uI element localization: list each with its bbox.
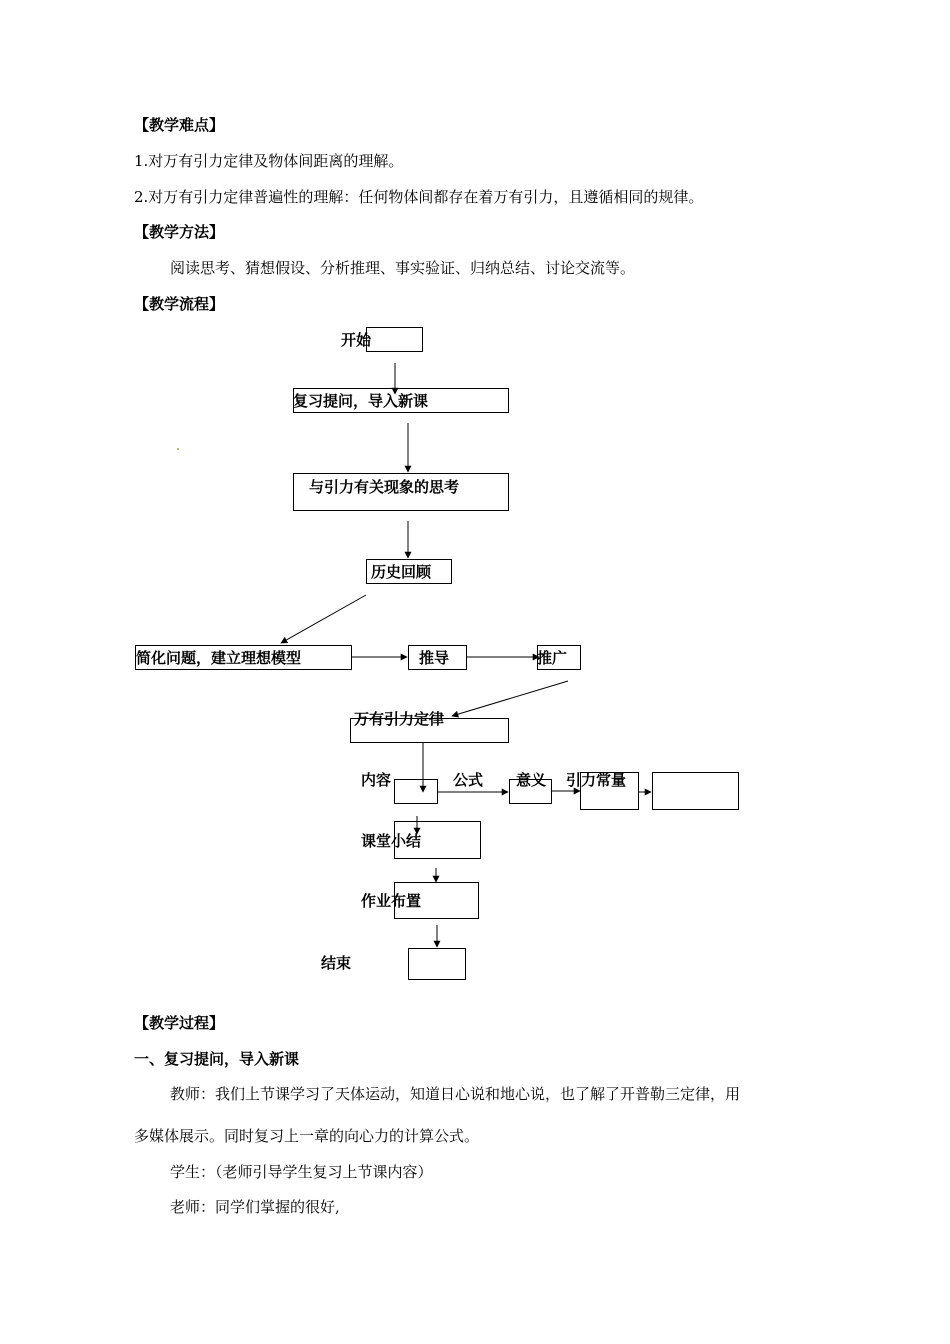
label-history: 历史回顾 <box>371 563 432 581</box>
process-para3: 老师：同学们掌握的很好, <box>170 1198 340 1216</box>
process-heading: 【教学过程】 <box>134 1014 225 1032</box>
label-review: 复习提问，导入新课 <box>293 392 429 410</box>
label-summary: 课堂小结 <box>361 832 422 850</box>
label-generalize: 推广 <box>537 649 568 667</box>
label-meaning: 意义 <box>516 771 547 789</box>
section-1-title: 一、复习提问，导入新课 <box>134 1050 300 1068</box>
methods-text: 阅读思考、猜想假设、分析推理、事实验证、归纳总结、讨论交流等。 <box>170 259 636 277</box>
label-derive: 推导 <box>419 649 450 667</box>
arrow-history-simplify <box>281 595 366 643</box>
label-think: 与引力有关现象的思考 <box>309 478 460 496</box>
process-para1-line1: 教师：我们上节课学习了天体运动，知道日心说和地心说，也了解了开普勒三定律，用 <box>170 1085 741 1103</box>
label-end: 结束 <box>321 954 352 972</box>
difficulty-item-1: 1.对万有引力定律及物体间距离的理解。 <box>134 152 404 170</box>
label-homework: 作业布置 <box>361 892 422 910</box>
methods-heading: 【教学方法】 <box>134 223 225 241</box>
label-start: 开始 <box>341 331 372 349</box>
process-para2: 学生：（老师引导学生复习上节课内容） <box>170 1163 433 1181</box>
label-simplify: 简化问题，建立理想模型 <box>136 649 302 667</box>
difficulty-item-2: 2.对万有引力定律普遍性的理解：任何物体间都存在着万有引力，且遵循相同的规律。 <box>134 188 704 206</box>
label-content: 内容 <box>361 771 392 789</box>
label-formula: 公式 <box>453 771 484 789</box>
label-law: 万有引力定律 <box>354 710 445 728</box>
arrow-generalize-law <box>452 681 568 716</box>
label-constant: 引力常量 <box>566 771 627 789</box>
process-para1-line2: 多媒体展示。同时复习上一章的向心力的计算公式。 <box>134 1127 480 1145</box>
difficulties-heading: 【教学难点】 <box>134 116 225 134</box>
flowchart-heading: 【教学流程】 <box>134 295 225 313</box>
